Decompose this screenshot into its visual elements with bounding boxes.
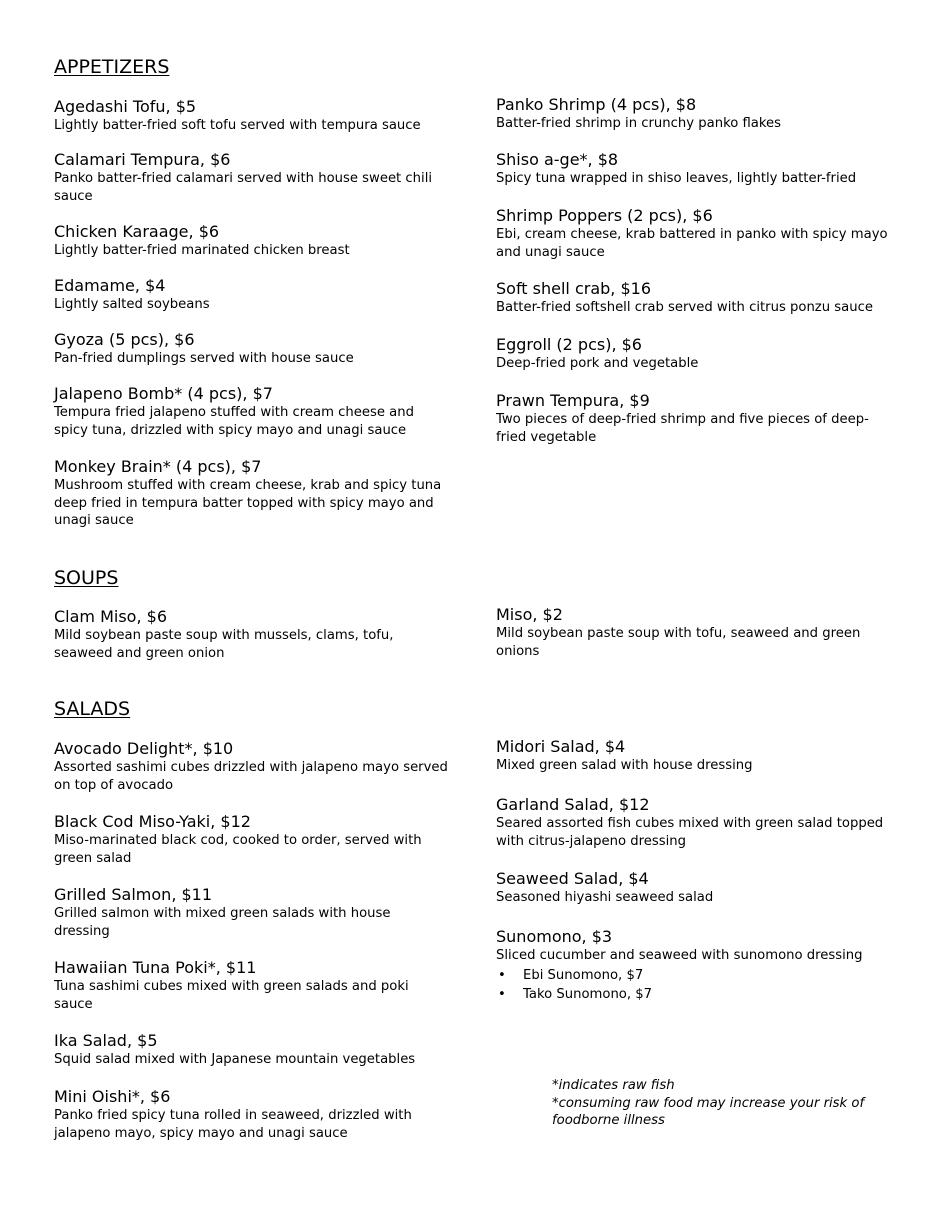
item-description: Squid salad mixed with Japanese mountain vegetables bbox=[54, 1052, 416, 1067]
menu-item bbox=[496, 206, 891, 261]
item-description: Tuna sashimi cubes mixed with green salads and poki sauce bbox=[54, 979, 409, 1012]
item-description: Spicy tuna wrapped in shiso leaves, lightly batter-fried bbox=[496, 171, 857, 186]
item-name: Shrimp Poppers (2 pcs), $6 bbox=[496, 206, 713, 225]
item-name: Clam Miso, $6 bbox=[54, 607, 167, 626]
item-name: Shiso a-ge*, $8 bbox=[496, 150, 619, 169]
item-description: Panko fried spicy tuna rolled in seaweed, drizzled with jalapeno mayo, spicy mayo and unagi sauce bbox=[54, 1108, 412, 1141]
item-description: Grilled salmon with mixed green salads with house dressing bbox=[54, 906, 391, 939]
sunomono-options-list bbox=[496, 966, 891, 1004]
item-description: Lightly batter-fried soft tofu served with tempura sauce bbox=[54, 118, 421, 133]
menu-item bbox=[54, 812, 449, 867]
menu-item bbox=[54, 457, 449, 530]
item-description: Batter-fried shrimp in crunchy panko flakes bbox=[496, 116, 782, 131]
item-description: Mushroom stuffed with cream cheese, krab and spicy tuna deep fried in tempura batter topped with spicy mayo and unagi sauce bbox=[54, 478, 442, 528]
item-description: Tempura fried jalapeno stuffed with cream cheese and spicy tuna, drizzled with spicy mayo and unagi sauce bbox=[54, 405, 414, 438]
item-description: Panko batter-fried calamari served with house sweet chili sauce bbox=[54, 171, 433, 204]
item-description: Mixed green salad with house dressing bbox=[496, 758, 753, 773]
item-name: Calamari Tempura, $6 bbox=[54, 150, 231, 169]
menu-item bbox=[496, 737, 891, 775]
item-description: Batter-fried softshell crab served with citrus ponzu sauce bbox=[496, 300, 873, 315]
menu-item bbox=[54, 958, 449, 1013]
item-name: Miso, $2 bbox=[496, 605, 563, 624]
item-name: Ika Salad, $5 bbox=[54, 1031, 158, 1050]
option-label: Ebi Sunomono, $7 bbox=[523, 967, 644, 983]
item-name: Mini Oishi*, $6 bbox=[54, 1087, 171, 1106]
item-description: Lightly batter-fried marinated chicken breast bbox=[54, 243, 350, 258]
item-name: Sunomono, $3 bbox=[496, 927, 613, 946]
menu-item bbox=[54, 1031, 449, 1069]
item-name: Gyoza (5 pcs), $6 bbox=[54, 330, 195, 349]
menu-item bbox=[496, 391, 891, 446]
item-name: Black Cod Miso-Yaki, $12 bbox=[54, 812, 251, 831]
raw-fish-indicator: *indicates raw fish bbox=[552, 1078, 675, 1093]
item-description: Lightly salted soybeans bbox=[54, 297, 210, 312]
menu-item bbox=[496, 927, 891, 1004]
list-item bbox=[496, 966, 891, 985]
item-name: Panko Shrimp (4 pcs), $8 bbox=[496, 95, 697, 114]
menu-item bbox=[54, 276, 449, 314]
item-name: Edamame, $4 bbox=[54, 276, 166, 295]
item-description: Miso-marinated black cod, cooked to order, served with green salad bbox=[54, 833, 422, 866]
menu-item bbox=[496, 95, 891, 133]
item-description: Two pieces of deep-fried shrimp and five pieces of deep-fried vegetable bbox=[496, 412, 869, 445]
item-description: Deep-fried pork and vegetable bbox=[496, 356, 699, 371]
raw-fish-note bbox=[552, 1077, 882, 1130]
menu-item bbox=[54, 739, 449, 794]
menu-item bbox=[496, 795, 891, 850]
item-description: Mild soybean paste soup with mussels, clams, tofu, seaweed and green onion bbox=[54, 628, 394, 661]
item-description: Sliced cucumber and seaweed with sunomono dressing bbox=[496, 948, 863, 963]
item-name: Soft shell crab, $16 bbox=[496, 279, 651, 298]
item-name: Prawn Tempura, $9 bbox=[496, 391, 650, 410]
menu-item bbox=[496, 279, 891, 317]
item-name: Agedashi Tofu, $5 bbox=[54, 97, 197, 116]
item-name: Midori Salad, $4 bbox=[496, 737, 626, 756]
menu-item bbox=[54, 607, 449, 662]
menu-item bbox=[496, 605, 891, 660]
soups-heading: SOUPS bbox=[54, 567, 119, 589]
item-name: Garland Salad, $12 bbox=[496, 795, 650, 814]
menu-item bbox=[496, 869, 891, 907]
menu-item bbox=[54, 150, 449, 205]
item-name: Monkey Brain* (4 pcs), $7 bbox=[54, 457, 262, 476]
item-description: Seasoned hiyashi seaweed salad bbox=[496, 890, 714, 905]
menu-item bbox=[54, 1087, 449, 1142]
menu-item bbox=[54, 885, 449, 940]
appetizers-heading: APPETIZERS bbox=[54, 56, 170, 78]
bullet-icon: • bbox=[498, 967, 506, 983]
item-description: Mild soybean paste soup with tofu, seaweed and green onions bbox=[496, 626, 861, 659]
item-name: Eggroll (2 pcs), $6 bbox=[496, 335, 642, 354]
item-name: Grilled Salmon, $11 bbox=[54, 885, 213, 904]
menu-item bbox=[496, 335, 891, 373]
item-description: Seared assorted fish cubes mixed with green salad topped with citrus-jalapeno dressing bbox=[496, 816, 884, 849]
item-name: Avocado Delight*, $10 bbox=[54, 739, 234, 758]
menu-item bbox=[54, 97, 449, 135]
menu-item bbox=[54, 330, 449, 368]
menu-item bbox=[54, 222, 449, 260]
list-item bbox=[496, 985, 891, 1004]
item-description: Assorted sashimi cubes drizzled with jalapeno mayo served on top of avocado bbox=[54, 760, 448, 793]
item-name: Seaweed Salad, $4 bbox=[496, 869, 649, 888]
salads-heading: SALADS bbox=[54, 698, 131, 720]
option-label: Tako Sunomono, $7 bbox=[523, 986, 653, 1002]
item-name: Jalapeno Bomb* (4 pcs), $7 bbox=[54, 384, 273, 403]
item-description: Ebi, cream cheese, krab battered in panko with spicy mayo and unagi sauce bbox=[496, 227, 888, 260]
item-name: Chicken Karaage, $6 bbox=[54, 222, 220, 241]
item-description: Pan-fried dumplings served with house sauce bbox=[54, 351, 354, 366]
bullet-icon: • bbox=[498, 986, 506, 1002]
raw-food-warning: *consuming raw food may increase your risk of foodborne illness bbox=[552, 1095, 865, 1128]
menu-item bbox=[496, 150, 891, 188]
item-name: Hawaiian Tuna Poki*, $11 bbox=[54, 958, 257, 977]
menu-item bbox=[54, 384, 449, 439]
